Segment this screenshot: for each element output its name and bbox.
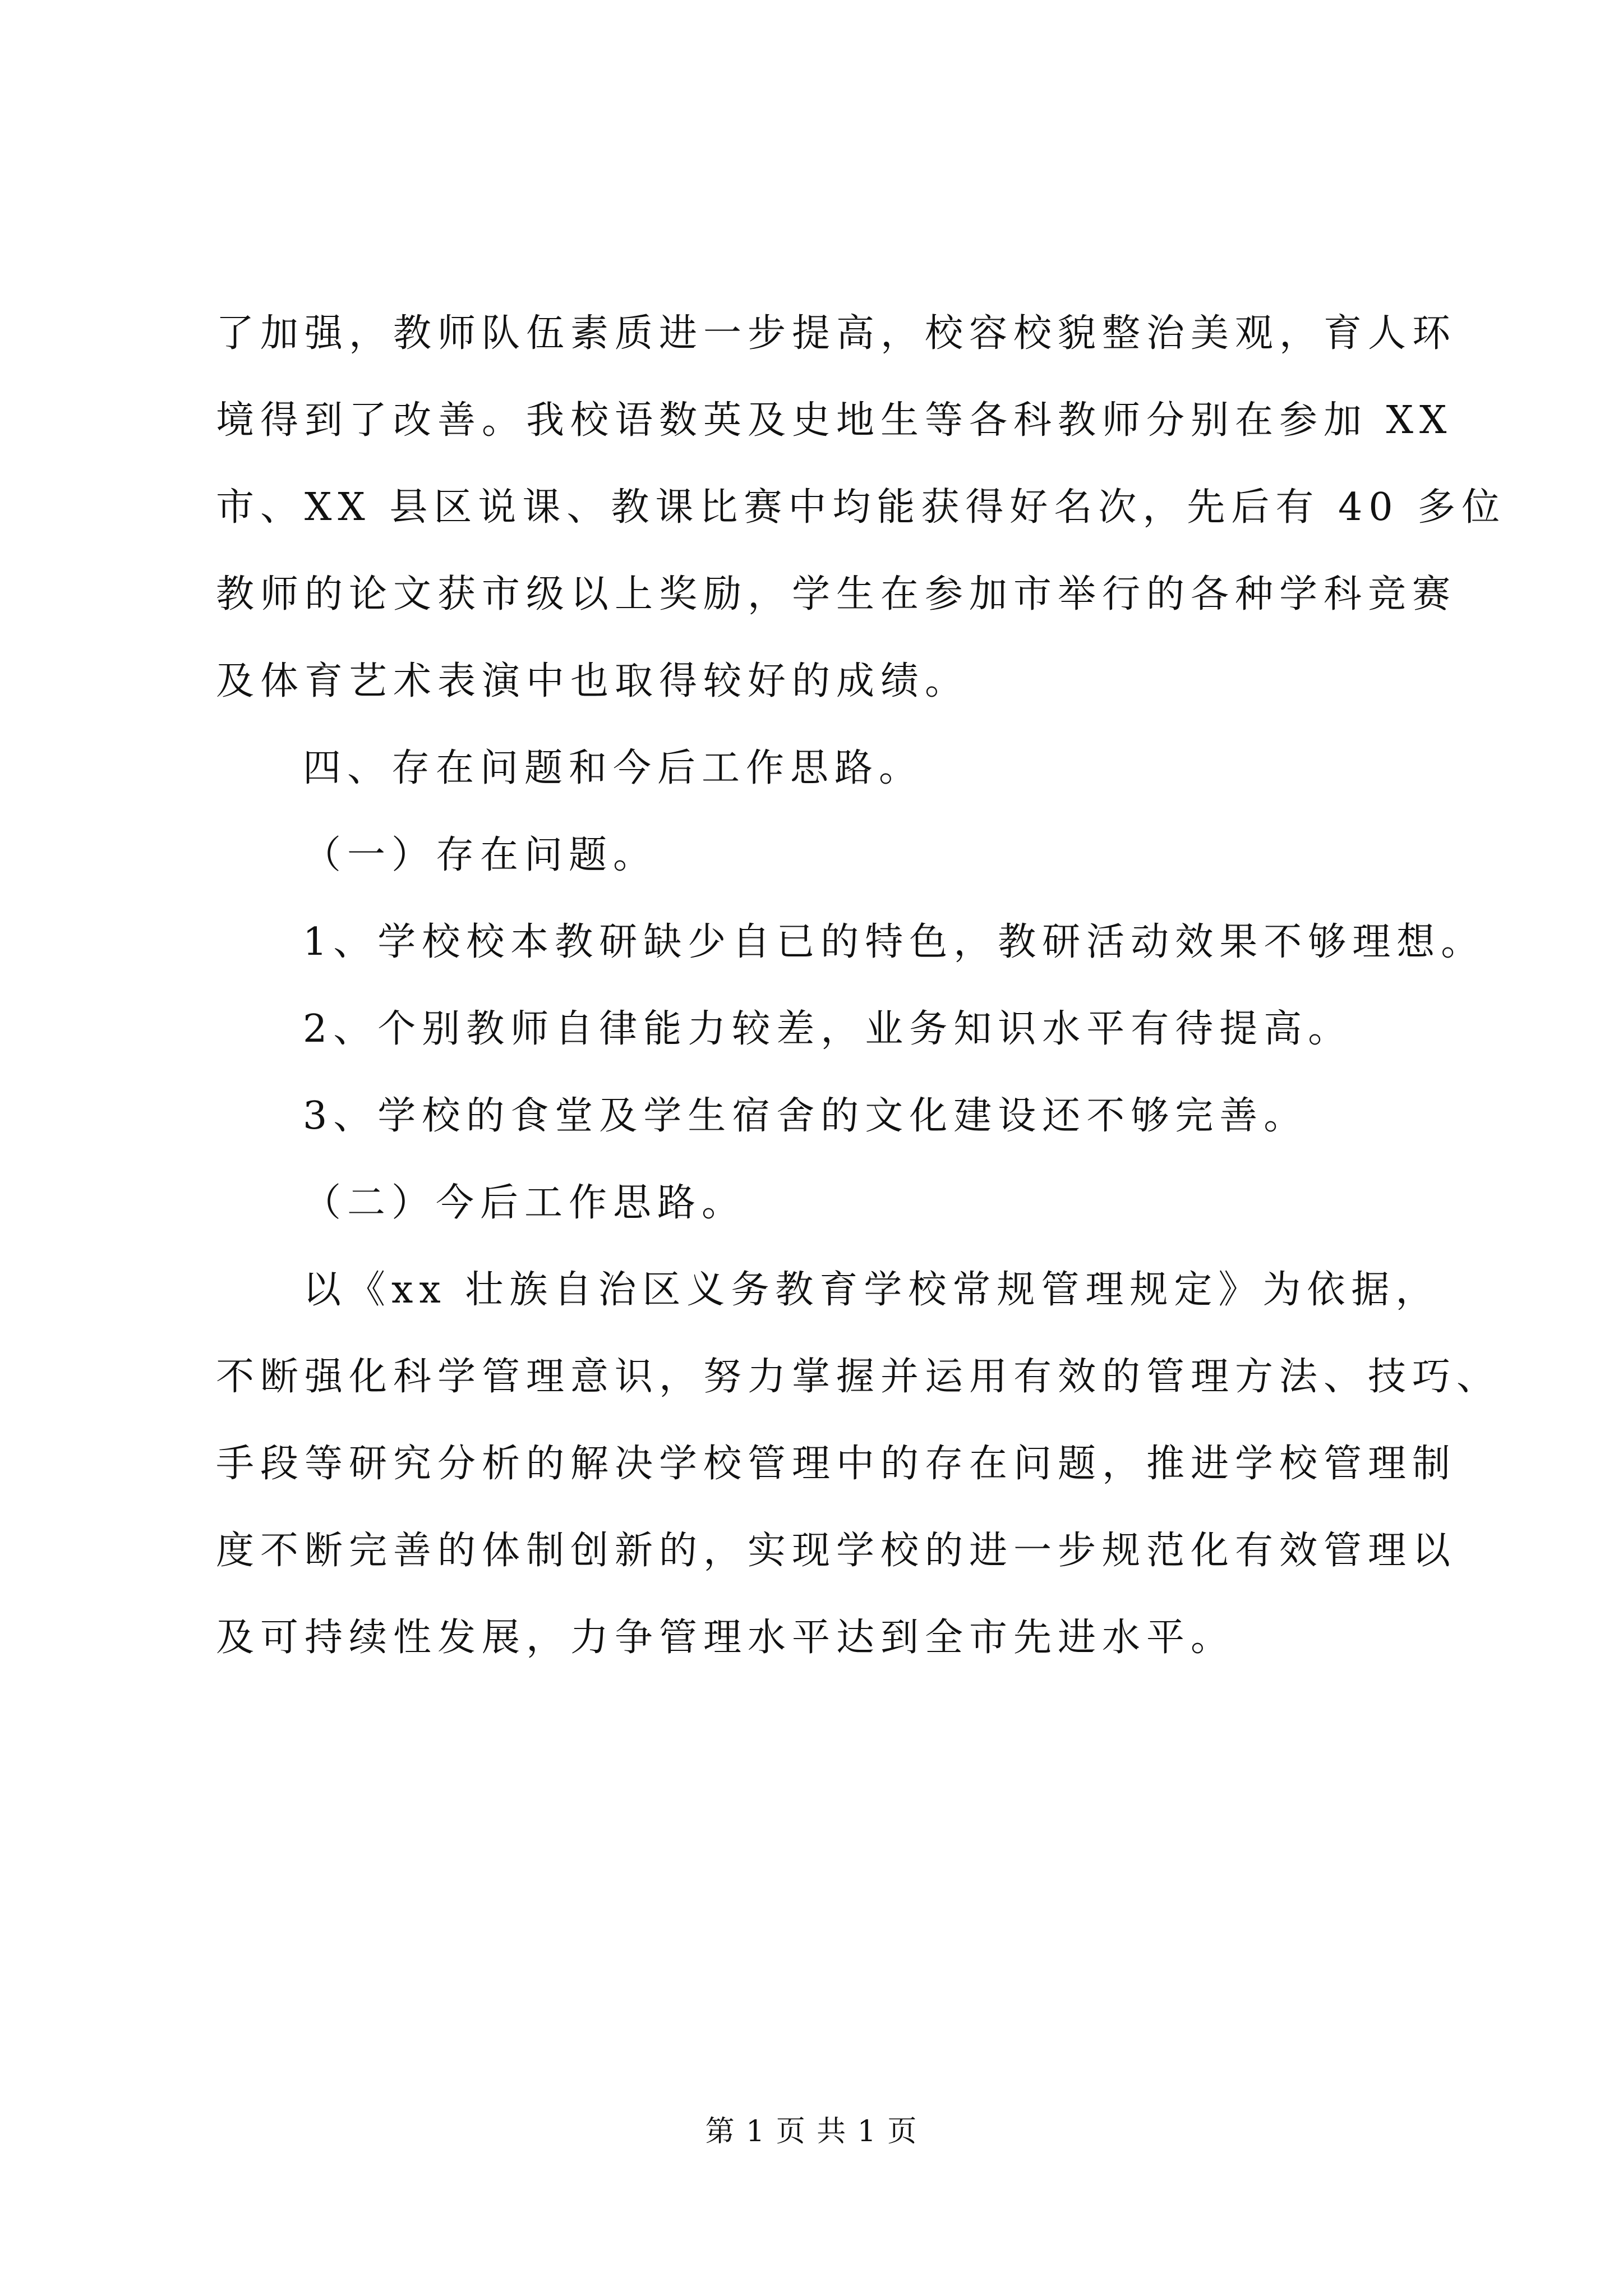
paragraph-line: 及可持续性发展，力争管理水平达到全市先进水平。: [216, 1616, 1235, 1660]
section-heading: 四、存在问题和今后工作思路。: [303, 746, 924, 790]
subsection-heading: （一）存在问题。: [303, 833, 658, 877]
paragraph-line: 手段等研究分析的解决学校管理中的存在问题，推进学校管理制: [216, 1442, 1457, 1486]
list-item: 1、学校校本教研缺少自已的特色，教研活动效果不够理想。: [303, 920, 1486, 964]
page-footer: 第 1 页 共 1 页: [705, 2115, 918, 2148]
paragraph-line: 以《xx 壮族自治区义务教育学校常规管理规定》为依据，: [303, 1268, 1440, 1312]
list-item: 2、个别教师自律能力较差，业务知识水平有待提高。: [303, 1007, 1353, 1051]
paragraph-line: 不断强化科学管理意识，努力掌握并运用有效的管理方法、技巧、: [216, 1355, 1501, 1399]
paragraph-line: 教师的论文获市级以上奖励，学生在参加市举行的各种学科竞赛: [216, 572, 1457, 616]
subsection-heading: （二）今后工作思路。: [303, 1181, 746, 1225]
paragraph-line: 度不断完善的体制创新的，实现学校的进一步规范化有效管理以: [216, 1529, 1457, 1573]
list-item: 3、学校的食堂及学生宿舍的文化建设还不够完善。: [303, 1094, 1308, 1138]
paragraph-line: 境得到了改善。我校语数英及史地生等各科教师分别在参加 XX: [216, 398, 1453, 443]
paragraph-line: 市、XX 县区说课、教课比赛中均能获得好名次，先后有 40 多位: [216, 485, 1506, 530]
paragraph-line: 及体育艺术表演中也取得较好的成绩。: [216, 659, 970, 703]
paragraph-line: 了加强，教师队伍素质进一步提高，校容校貌整治美观，育人环: [216, 311, 1457, 356]
